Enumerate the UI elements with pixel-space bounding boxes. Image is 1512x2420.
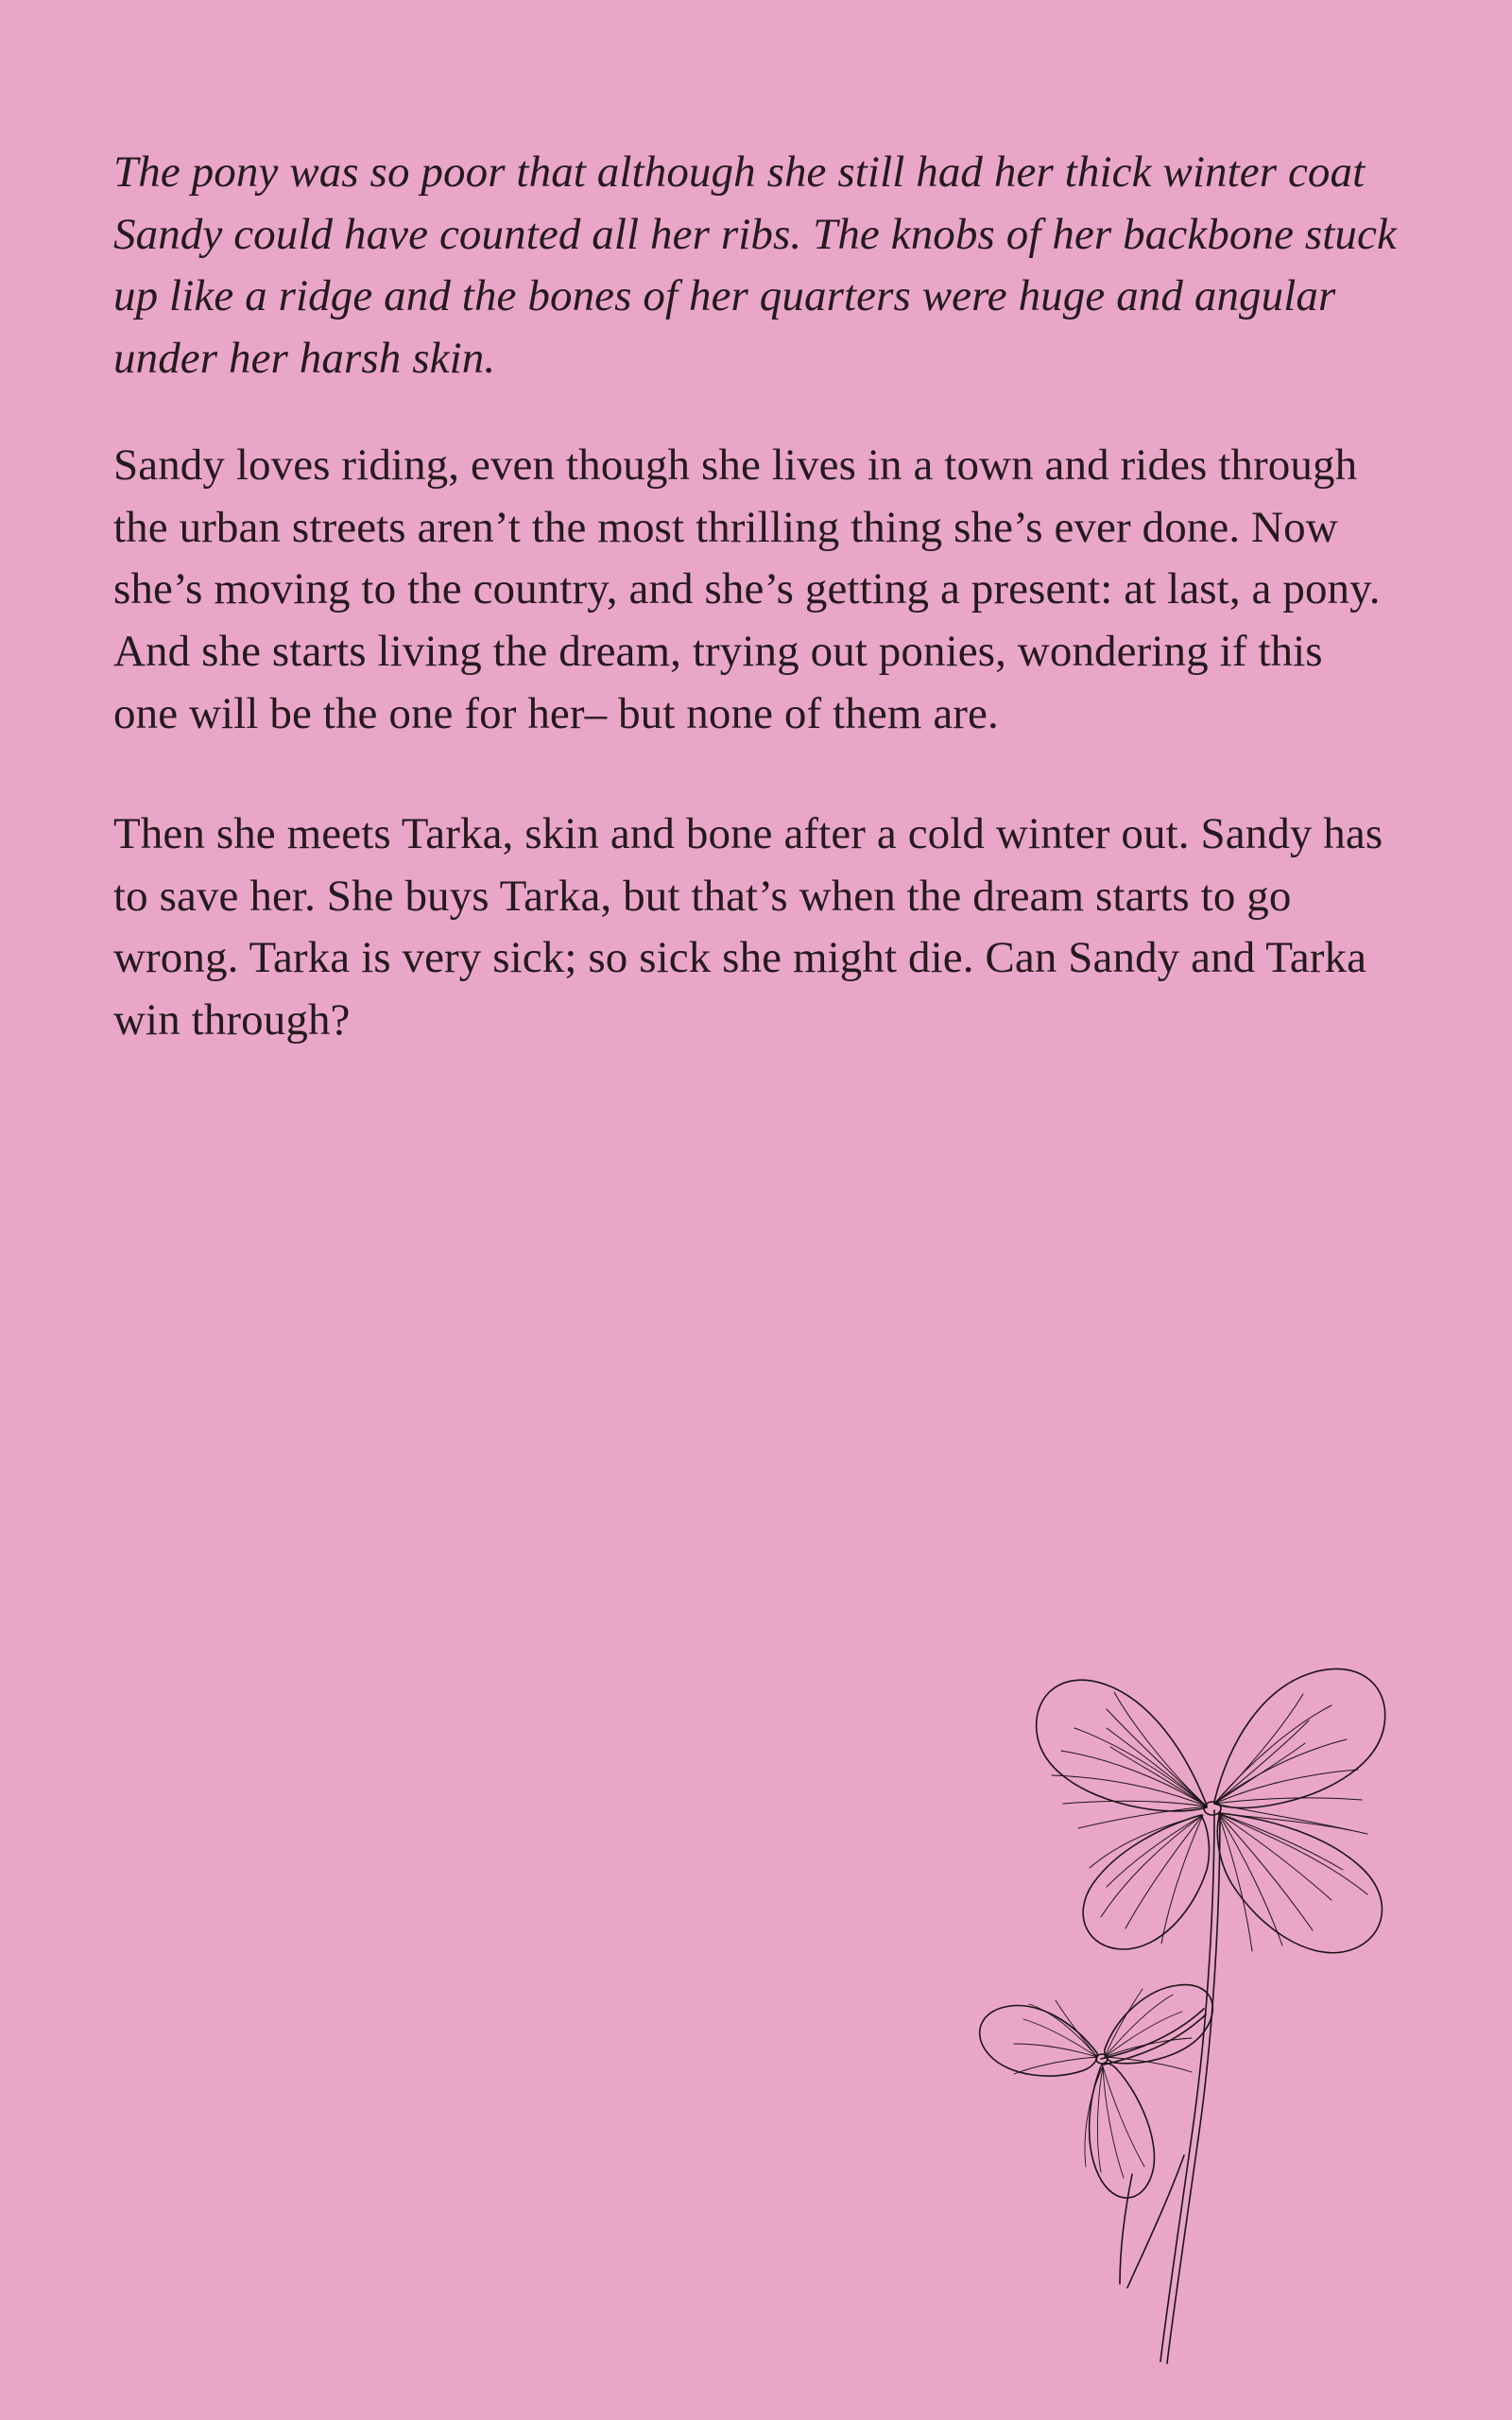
excerpt-paragraph: The pony was so poor that although she still had her thick winter coat Sandy could have counted all her ribs. The knobs of her backbone stuck up like a ridge and the bones of her quarters were huge and angular under her harsh skin. — [113, 147, 1397, 383]
blurb-paragraph-2: Then she meets Tarka, skin and bone after a cold winter out. Sandy has to save her. She buys Tarka, but that’s when the dream starts to go wrong. Tarka is very sick; so sick she might die. Can Sandy and Tarka win through? — [113, 809, 1383, 1045]
blurb-text-block — [113, 142, 1408, 1083]
clover-flower-illustration — [931, 1626, 1441, 2382]
blurb-paragraph-1: Sandy loves riding, even though she lives in a town and rides through the urban streets aren’t the most thrilling thing she’s ever done. Now she’s moving to the country, and she’s getting a present: at last, a pony. And she starts living the dream, trying out ponies, wondering if this one will be the one for her– but none of them are. — [113, 441, 1381, 738]
